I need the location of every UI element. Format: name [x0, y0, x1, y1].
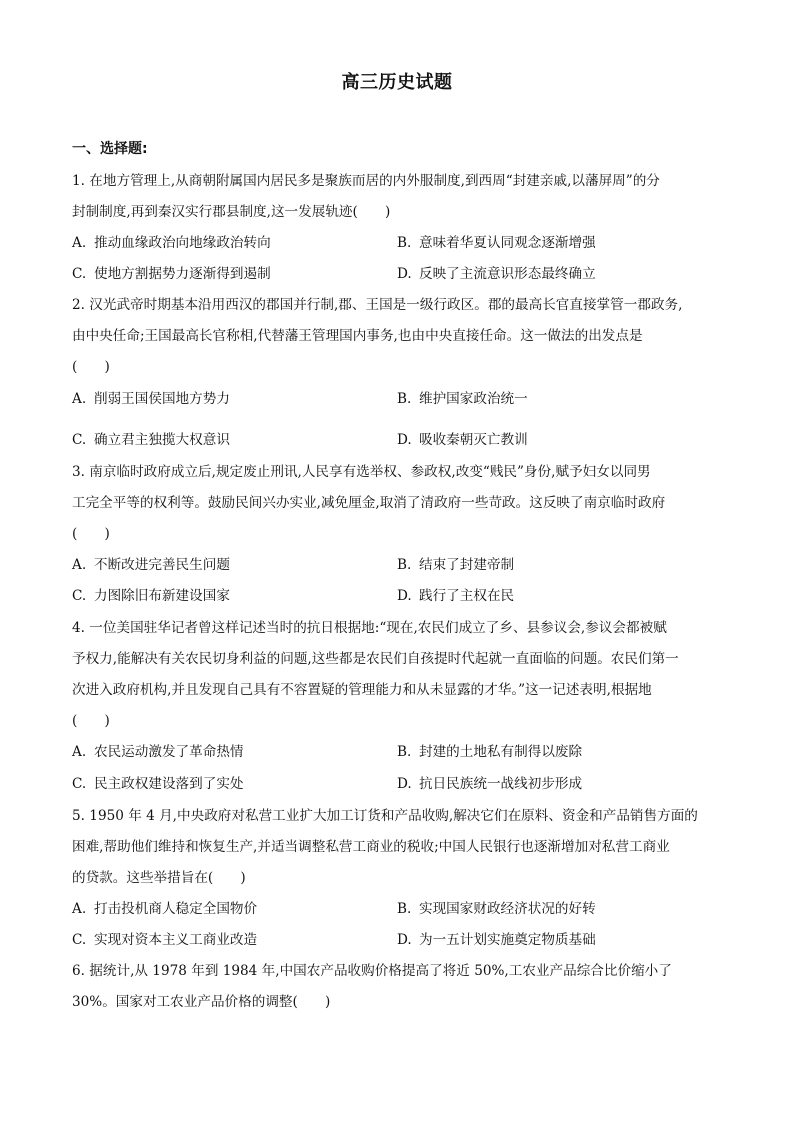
option-text: 不断改进完善民生问题: [94, 557, 230, 573]
option-text: 维护国家政治统一: [419, 391, 528, 407]
question-5-line-1: 5. 1950 年 4 月,中央政府对私营工业扩大加工订货和产品收购,解决它们在原料、资金和产品销售方面的: [72, 808, 698, 824]
option-text: 确立君主独揽大权意识: [94, 432, 230, 448]
option-text: 民主政权建设落到了实处: [94, 776, 244, 792]
option-letter: B.: [397, 557, 412, 573]
question-3-line-3: ( ): [72, 526, 110, 542]
question-5-line-2: 困难,帮助他们维持和恢复生产,并适当调整私营工商业的税收;中国人民银行也逐渐增加对私营工商业: [72, 839, 670, 855]
option-letter: C.: [72, 932, 87, 948]
option-letter: C.: [72, 776, 87, 792]
option-text: 削弱王国侯国地方势力: [94, 391, 230, 407]
page-title: 高三历史试题: [341, 72, 453, 93]
option-text: 意味着华夏认同观念逐渐增强: [419, 235, 596, 251]
option-letter: B.: [397, 901, 412, 917]
option-letter: A.: [72, 744, 87, 760]
question-5-option-c[interactable]: [72, 930, 257, 950]
option-letter: D.: [397, 776, 412, 792]
question-2-option-b[interactable]: [397, 389, 528, 409]
question-4-line-1: 4. 一位美国驻华记者曾这样记述当时的抗日根据地:“现在,农民们成立了乡、县参议会,参议会都被赋: [72, 620, 667, 636]
question-4-option-b[interactable]: [397, 742, 582, 762]
question-6-line-1: 6. 据统计,从 1978 年到 1984 年,中国农产品收购价格提高了将近 50%,工农业产品综合比价缩小了: [72, 963, 672, 979]
option-text: 农民运动激发了革命热情: [94, 744, 244, 760]
option-letter: D.: [397, 266, 412, 282]
question-4-line-2: 予权力,能解决有关农民切身利益的问题,这些都是农民们自孩提时代起就一直面临的问题。农民们第一: [72, 651, 679, 667]
question-3-option-b[interactable]: [397, 555, 514, 575]
option-text: 力图除旧布新建设国家: [94, 588, 230, 604]
option-letter: A.: [72, 557, 87, 573]
question-3-line-1: 3. 南京临时政府成立后,规定废止刑讯,人民享有选举权、参政权,改变“贱民”身份,赋予妇女以同男: [72, 464, 651, 480]
question-1-line-2: 封制制度,再到秦汉实行郡县制度,这一发展轨迹( ): [72, 204, 391, 220]
question-4-line-3: 次进入政府机构,并且发现自己具有不容置疑的管理能力和从未显露的才华。”这一记述表明,根据地: [72, 682, 652, 698]
question-4-line-4: ( ): [72, 713, 110, 729]
option-text: 践行了主权在民: [419, 588, 515, 604]
question-1-line-1: 1. 在地方管理上,从商朝附属国内居民多是聚族而居的内外服制度,到西周“封建亲戚,以藩屏周”的分: [72, 173, 660, 189]
question-2-option-c[interactable]: [72, 430, 230, 450]
option-text: 打击投机商人稳定全国物价: [94, 901, 258, 917]
option-text: 使地方割据势力逐渐得到遏制: [94, 266, 271, 282]
option-text: 实现对资本主义工商业改造: [94, 932, 258, 948]
option-letter: C.: [72, 432, 87, 448]
question-5-line-3: 的贷款。这些举措旨在( ): [72, 870, 246, 886]
question-1-option-d[interactable]: [397, 264, 596, 284]
option-letter: D.: [397, 432, 412, 448]
option-letter: C.: [72, 588, 87, 604]
option-text: 吸收秦朝灭亡教训: [419, 432, 528, 448]
question-2-option-a[interactable]: [72, 389, 230, 409]
option-text: 反映了主流意识形态最终确立: [419, 266, 596, 282]
option-text: 抗日民族统一战线初步形成: [419, 776, 583, 792]
question-1-option-b[interactable]: [397, 233, 596, 253]
question-4-option-d[interactable]: [397, 774, 582, 794]
question-4-option-a[interactable]: [72, 742, 244, 762]
option-text: 结束了封建帝制: [419, 557, 515, 573]
option-text: 封建的土地私有制得以废除: [419, 744, 583, 760]
question-2-line-2: 由中央任命;王国最高长官称相,代替藩王管理国内事务,也由中央直接任命。这一做法的出发点是: [72, 328, 643, 344]
option-text: 推动血缘政治向地缘政治转向: [94, 235, 271, 251]
option-letter: B.: [397, 744, 412, 760]
option-text: 为一五计划实施奠定物质基础: [419, 932, 596, 948]
option-text: 实现国家财政经济状况的好转: [419, 901, 596, 917]
question-3-line-2: 工完全平等的权利等。鼓励民间兴办实业,减免厘金,取消了清政府一些苛政。这反映了南京临时政府: [72, 495, 666, 511]
question-6-line-2: 30%。国家对工农业产品价格的调整( ): [72, 994, 331, 1010]
question-2-option-d[interactable]: [397, 430, 528, 450]
question-5-option-a[interactable]: [72, 899, 257, 919]
option-letter: A.: [72, 391, 87, 407]
section-heading: 一、选择题:: [72, 141, 148, 157]
question-2-line-1: 2. 汉光武帝时期基本沿用西汉的郡国并行制,郡、王国是一级行政区。郡的最高长官直接掌管一郡政务,: [72, 297, 683, 313]
option-letter: A.: [72, 235, 87, 251]
option-letter: A.: [72, 901, 87, 917]
question-1-option-a[interactable]: [72, 233, 271, 253]
option-letter: D.: [397, 932, 412, 948]
option-letter: D.: [397, 588, 412, 604]
option-letter: C.: [72, 266, 87, 282]
question-1-option-c[interactable]: [72, 264, 271, 284]
question-3-option-c[interactable]: [72, 586, 230, 606]
option-letter: B.: [397, 235, 412, 251]
question-3-option-d[interactable]: [397, 586, 514, 606]
option-letter: B.: [397, 391, 412, 407]
question-3-option-a[interactable]: [72, 555, 230, 575]
question-2-line-3: ( ): [72, 359, 110, 375]
question-5-option-b[interactable]: [397, 899, 596, 919]
question-4-option-c[interactable]: [72, 774, 244, 794]
question-5-option-d[interactable]: [397, 930, 596, 950]
